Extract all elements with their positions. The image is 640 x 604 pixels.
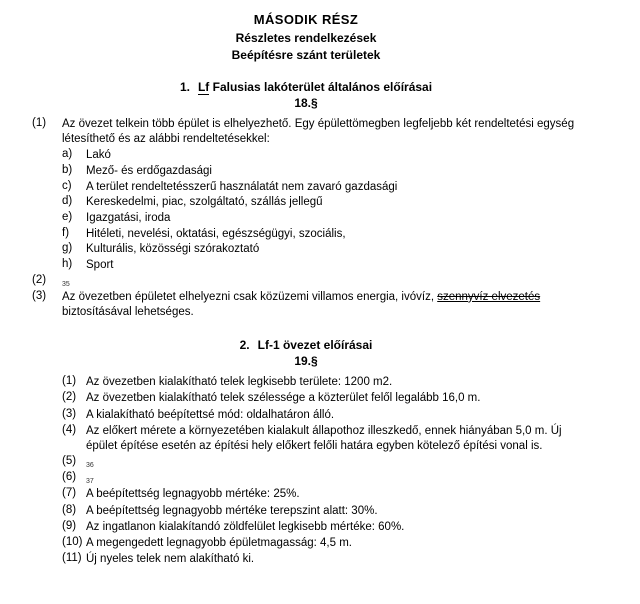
section-1-heading-underlined: Lf (197, 80, 210, 94)
section-spacer (24, 321, 588, 338)
list-item (24, 487, 588, 502)
list-item-text: Mező- és erdőgazdasági (86, 165, 212, 178)
list-item (24, 242, 588, 257)
list-item (24, 455, 588, 470)
list-item (24, 408, 588, 423)
list-item-text: Az övezetben kialakítható telek szélessége a közterület felől legalább 16,0 m. (86, 392, 481, 405)
list-item (24, 274, 588, 289)
section-2-number: 2. (239, 338, 250, 353)
list-item (24, 195, 588, 210)
section-1-list (24, 117, 588, 320)
list-item-marker: (1) (32, 117, 47, 129)
list-item-marker: c) (62, 179, 72, 192)
section-1-sublist (24, 148, 588, 273)
list-item-marker: (4) (62, 423, 77, 436)
list-item (24, 227, 588, 242)
list-item-marker: h) (62, 258, 73, 271)
document-title: MÁSODIK RÉSZ (253, 12, 359, 27)
list-item-text: Az előkert mérete a környezetében kialakult állapothoz illeszkedő, ennek hiányában 5,0 m. Új épület építése esetén az építési hely előkert felőli határa egyben kötelező építési vonal is. (86, 424, 562, 452)
list-item (24, 290, 588, 320)
list-item-marker: (2) (32, 273, 47, 286)
list-item-text (62, 290, 588, 320)
list-item-marker: (6) (62, 471, 77, 484)
list-item-marker: (8) (62, 503, 77, 516)
list-item (24, 552, 588, 567)
list-item-marker: f) (62, 226, 70, 239)
list-item (24, 520, 588, 535)
list-item-text-after: biztosításával lehetséges. (62, 306, 194, 319)
list-item-text: Az övezetben kialakítható telek legkisebb területe: 1200 m2. (86, 376, 393, 389)
list-item (24, 471, 588, 486)
list-item-text: Kulturális, közösségi szórakoztató (86, 243, 260, 256)
list-item-marker: (1) (62, 375, 77, 388)
list-item-marker: d) (62, 195, 73, 208)
list-item (24, 211, 588, 226)
list-item (24, 375, 588, 390)
list-item-marker: (5) (62, 455, 77, 468)
list-item-marker: (3) (62, 407, 77, 420)
footnote-ref: 35 (62, 280, 70, 288)
section-2-heading-text: Lf-1 övezet előírásai (257, 338, 373, 353)
list-item-text: A beépítettség legnagyobb mértéke: 25%. (86, 488, 300, 501)
list-item-text (86, 471, 588, 486)
list-item-marker: (10) (62, 535, 83, 548)
list-item-text: Új nyeles telek nem alakítható ki. (86, 553, 255, 566)
list-item-marker: (7) (62, 487, 77, 500)
list-item-text: Az övezet telkein több épület is elhelyezhető. Egy épülettömegben legfeljebb két rendeltetési egység létesíthető és az alábbi rendeltetésekkel: (62, 118, 575, 146)
section-1-heading-rest: Falusias lakóterület általános előírásai (212, 80, 433, 94)
list-item (24, 424, 588, 454)
document-subtitle: Részletes rendelkezések (235, 31, 377, 45)
list-item-text (62, 274, 588, 289)
list-item-text: Hitéleti, nevelési, oktatási, egészségügyi, szociális, (86, 227, 346, 240)
section-2-heading (24, 338, 588, 352)
list-item-marker: (11) (62, 552, 82, 565)
section-1-heading (24, 80, 588, 94)
document-subtitle-2: Beépítésre szánt területek (231, 48, 381, 62)
list-item-text: A kialakítható beépítettsé mód: oldalhatáron álló. (86, 408, 335, 421)
list-item-marker: a) (62, 148, 73, 161)
list-item-text: Sport (86, 259, 114, 272)
list-item-marker: (9) (62, 519, 77, 532)
list-item-marker: (3) (32, 289, 47, 302)
list-item (24, 117, 588, 147)
list-item-text: Lakó (86, 149, 111, 162)
list-item-marker: e) (62, 211, 73, 224)
list-item-text: Igazgatási, iroda (86, 212, 171, 225)
section-2-list (24, 375, 588, 567)
list-item-text: A beépítettség legnagyobb mértéke terepszint alatt: 30%. (86, 504, 378, 517)
struck-text: szennyvíz elvezetés (437, 290, 541, 303)
list-item-text: Kereskedelmi, piac, szolgáltató, szállás jellegű (86, 196, 323, 209)
list-item-marker: g) (62, 242, 73, 255)
list-item-marker: (2) (62, 391, 77, 404)
list-item (24, 391, 588, 406)
list-item-text: A megengedett legnagyobb épületmagasság: 4,5 m. (86, 536, 352, 549)
list-item (24, 148, 588, 163)
list-item (24, 536, 588, 551)
list-item-text: Az ingatlanon kialakítandó zöldfelület legkisebb mértéke: 60%. (86, 520, 405, 533)
list-item-text-before: Az övezetben épületet elhelyezni csak közüzemi villamos energia, ivóvíz, (62, 290, 438, 303)
list-item-marker: b) (62, 164, 73, 177)
list-item (24, 164, 588, 179)
list-item-text: A terület rendeltetésszerű használatát nem zavaró gazdasági (86, 180, 398, 193)
footnote-ref: 36 (86, 462, 94, 470)
list-item (24, 504, 588, 519)
list-item (24, 258, 588, 273)
footnote-ref: 37 (86, 478, 94, 486)
section-1-number: 1. (179, 80, 190, 94)
list-item (24, 180, 588, 195)
section-2-paragraph-ref: 19.§ (294, 354, 318, 369)
list-item-text (86, 455, 588, 470)
section-1-paragraph-ref: 18.§ (294, 96, 318, 110)
